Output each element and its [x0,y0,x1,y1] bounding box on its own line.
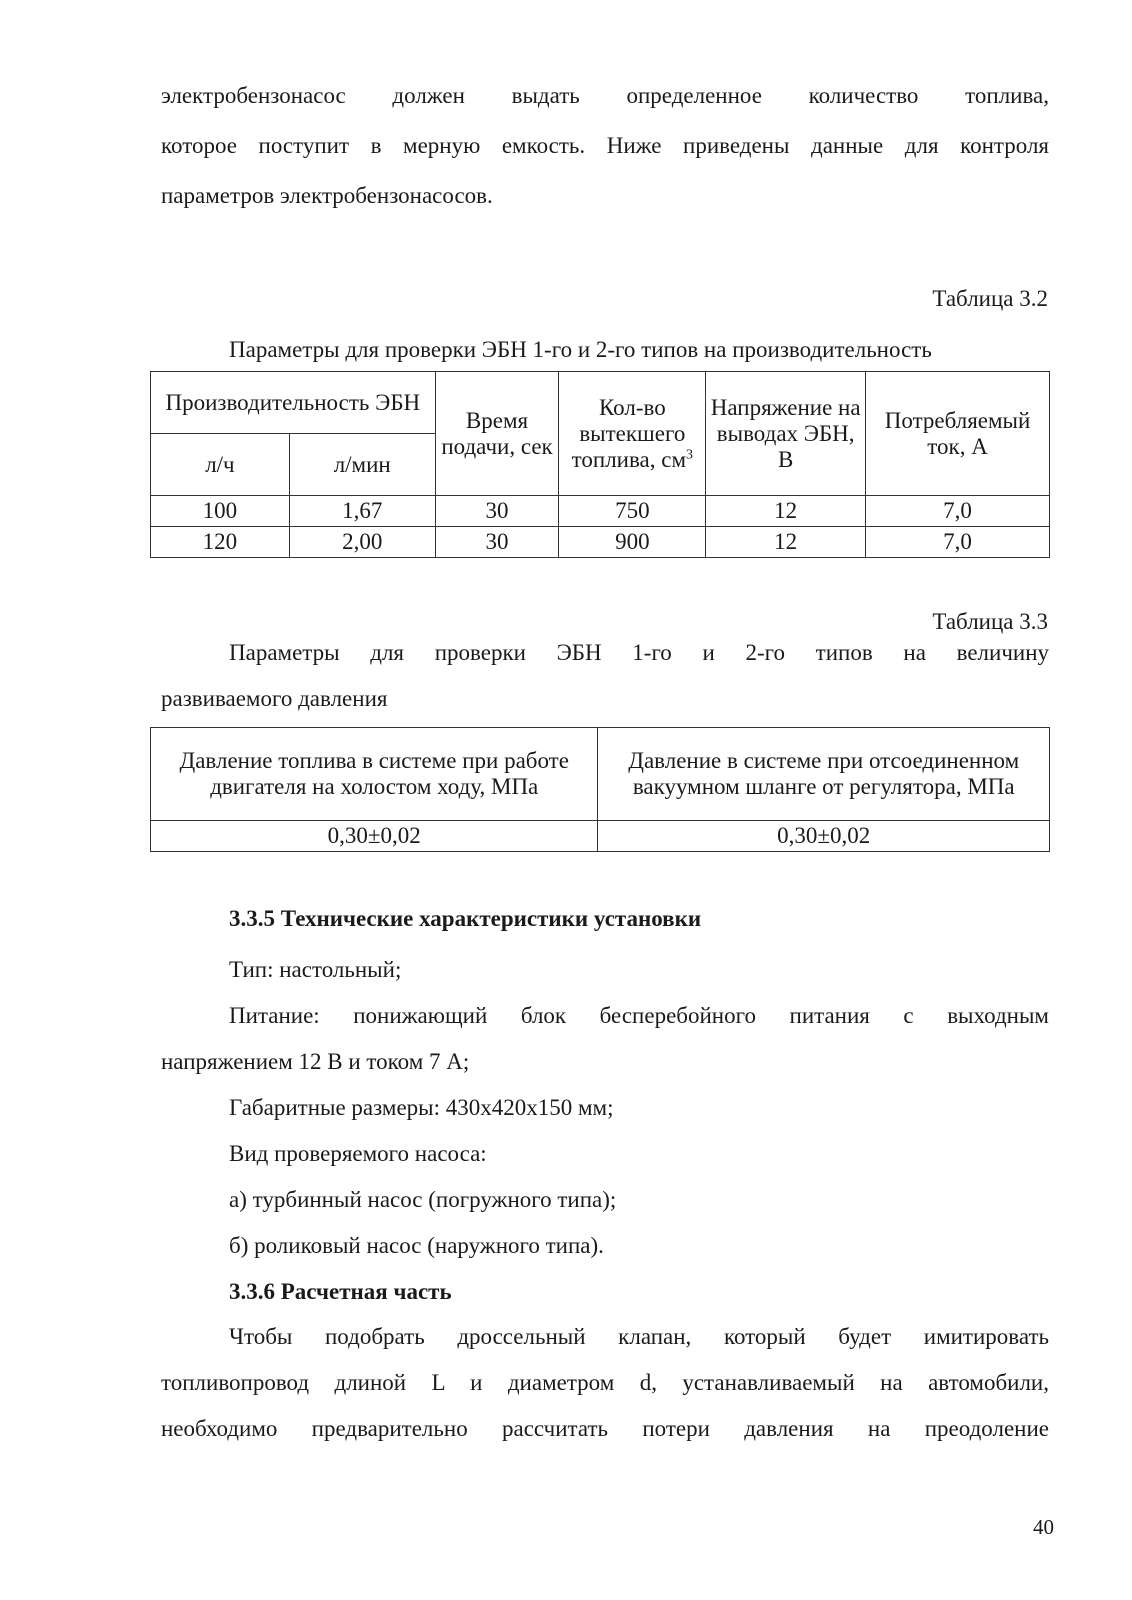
header-volume [559,372,706,496]
section-3-3-5-heading: 3.3.5 Технические характеристики установки [229,906,702,931]
cell: 120 [151,527,290,558]
cell: 12 [706,527,866,558]
pump-a-line: а) турбинный насос (погружного типа); [229,1187,617,1212]
table-3-3 [150,727,1050,852]
pump-kind-line: Вид проверяемого насоса: [229,1141,487,1166]
header-volume-sup: 3 [686,446,694,462]
cell: 2,00 [289,527,435,558]
cell: 30 [435,496,559,527]
header-volume-text: Кол-во вытекшего топлива, см [571,394,687,472]
type-line: Тип: настольный; [229,957,402,982]
header-time: Время подачи, сек [435,372,559,496]
table-3-3-label: Таблица 3.3 [932,609,1048,634]
power-line-2: напряжением 12 В и током 7 А; [161,1049,470,1074]
table-3-2-caption: Параметры для проверки ЭБН 1-го и 2-го типов на производительность [229,337,932,362]
table-3-3-caption-line-1: Параметры для проверки ЭБН 1-го и 2-го типов на величину [229,640,1049,665]
power-line-1: Питание: понижающий блок бесперебойного питания с выходным [229,1003,1049,1028]
cell: 1,67 [289,496,435,527]
dimensions-line: Габаритные размеры: 430х420х150 мм; [229,1095,614,1120]
calc-line-1: Чтобы подобрать дроссельный клапан, который будет имитировать [229,1324,1049,1349]
table-row [151,527,1050,558]
cell: 12 [706,496,866,527]
header-voltage: Напряжение на выводах ЭБН, В [706,372,866,496]
header-performance: Производительность ЭБН [151,372,436,434]
pump-b-line: б) роликовый насос (наружного типа). [229,1233,604,1258]
section-3-3-6-heading: 3.3.6 Расчетная часть [229,1279,452,1304]
cell: 7,0 [866,527,1050,558]
header-lmin: л/мин [289,434,435,496]
header-lh: л/ч [151,434,290,496]
table-3-2-label: Таблица 3.2 [932,286,1048,311]
calc-line-2: топливопровод длиной L и диаметром d, устанавливаемый на автомобили, [161,1370,1049,1395]
calc-line-3: необходимо предварительно рассчитать потери давления на преодоление [161,1416,1049,1441]
table-3-3-caption-line-2: развиваемого давления [161,686,388,711]
table-row [151,821,1050,852]
intro-line-1: электробензонасос должен выдать определенное количество топлива, [161,83,1049,108]
header-disconnected-pressure: Давление в системе при отсоединенном вакуумном шланге от регулятора, МПа [598,728,1050,821]
intro-line-3: параметров электробензонасосов. [161,183,493,208]
cell: 750 [559,496,706,527]
header-idle-pressure: Давление топлива в системе при работе двигателя на холостом ходу, МПа [151,728,598,821]
cell: 900 [559,527,706,558]
table-row [151,496,1050,527]
cell: 0,30±0,02 [151,821,598,852]
header-current: Потребляемый ток, А [866,372,1050,496]
cell: 30 [435,527,559,558]
cell: 100 [151,496,290,527]
table-3-2 [150,371,1050,558]
cell: 7,0 [866,496,1050,527]
intro-line-2: которое поступит в мерную емкость. Ниже приведены данные для контроля [161,133,1049,158]
cell: 0,30±0,02 [598,821,1050,852]
page-number: 40 [1033,1515,1054,1539]
